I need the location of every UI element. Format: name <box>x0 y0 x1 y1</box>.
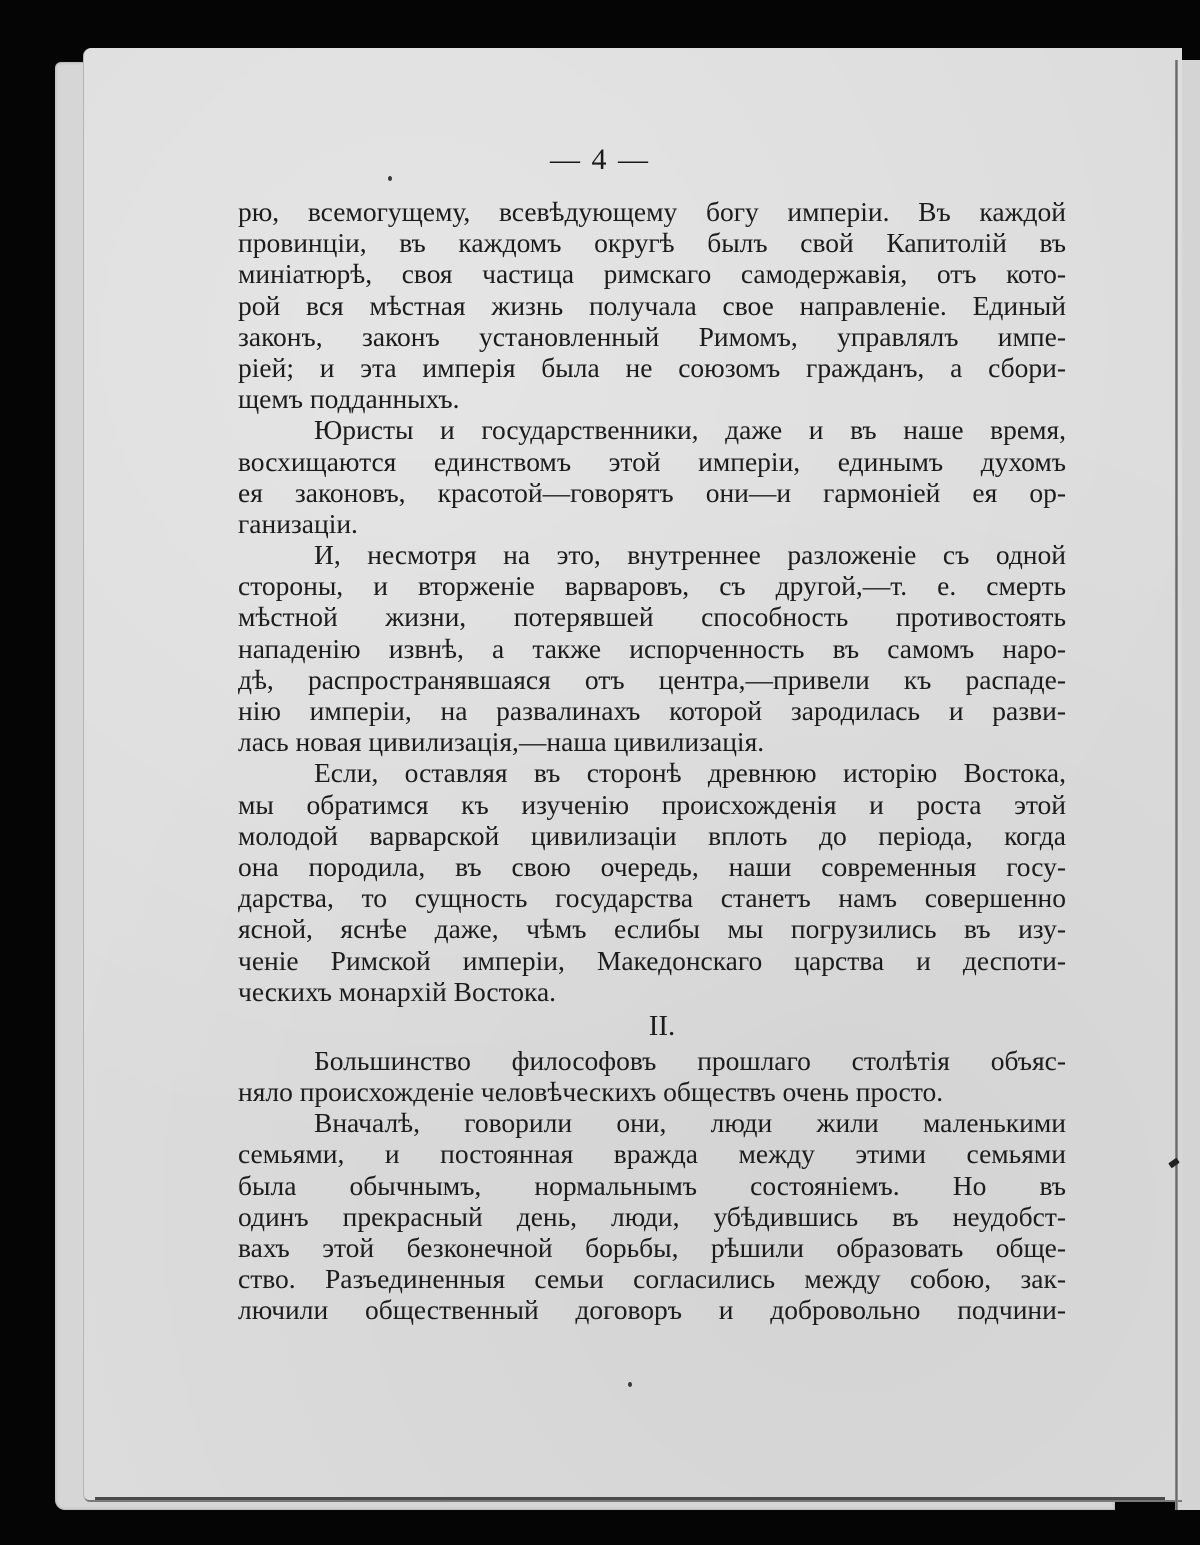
text-line: мѣстной жизни, потерявшей способность противостоять <box>238 601 1066 633</box>
text-line: лючили общественный договоръ и добровольно подчини- <box>238 1294 1066 1326</box>
paragraph <box>238 414 1066 539</box>
text-line: няло происхожденіе человѣческихъ обществъ очень просто. <box>238 1076 944 1108</box>
text-line: ея законовъ, красотой—говорятъ они—и гармоніей ея ор- <box>238 476 1066 508</box>
text-line: семьями, и постоянная вражда между этими семьями <box>238 1138 1066 1170</box>
text-line: ченіе Римской имперіи, Македонскаго царства и деспоти- <box>238 944 1066 976</box>
paragraph <box>238 757 1066 1007</box>
paragraph <box>238 196 1066 414</box>
paragraph <box>238 1107 1066 1325</box>
text-line: ріей; и эта имперія была не союзомъ гражданъ, а сбори- <box>238 351 1066 383</box>
text-line: законъ, законъ установленный Римомъ, управлялъ импе- <box>238 320 1066 352</box>
text-line: стороны, и вторженіе варваровъ, съ другой,—т. е. смерть <box>238 570 1066 602</box>
text-line: нападенію извнѣ, а также испорченность въ самомъ наро- <box>238 632 1066 664</box>
text-line: ство. Разъединенныя семьи согласились между собою, зак- <box>238 1263 1066 1295</box>
section-heading: II. <box>648 1009 676 1042</box>
text-line: Юристы и государственники, даже и въ наше время, <box>314 414 1066 446</box>
text-line: И, несмотря на это, внутреннее разложеніе съ одной <box>314 539 1066 571</box>
page-number: — 4 — <box>550 143 650 176</box>
text-line: дѣ, распространявшаяся отъ центра,—привели къ распаде- <box>238 663 1066 695</box>
text-line: рой вся мѣстная жизнь получала свое направленіе. Единый <box>238 289 1066 321</box>
text-line: миніатюрѣ, своя частица римскаго самодержавія, отъ кото- <box>238 258 1066 290</box>
body-text <box>238 196 1066 1326</box>
book-spine-fold <box>1175 60 1178 1510</box>
text-line: нію имперіи, на развалинахъ которой зародилась и разви- <box>238 695 1066 726</box>
paragraph <box>238 539 1066 757</box>
page-bottom-edge <box>95 1497 1165 1500</box>
text-line: дарства, то сущность государства станетъ намъ совершенно <box>238 882 1066 914</box>
text-line: провинціи, въ каждомъ округѣ былъ свой Капитолій въ <box>238 227 1066 259</box>
text-line: рю, всемогущему, всевѣдующему богу имперіи. Въ каждой <box>238 196 1066 227</box>
text-line: щемъ подданныхъ. <box>238 383 460 415</box>
text-line: молодой варварской цивилизаціи вплоть до періода, когда <box>238 819 1066 851</box>
text-line: одинъ прекрасный день, люди, убѣдившись въ неудобст- <box>238 1200 1066 1232</box>
text-line: мы обратимся къ изученію происхожденія и роста этой <box>238 788 1066 820</box>
text-line: была обычнымъ, нормальнымъ состояніемъ. Но въ <box>238 1169 1066 1201</box>
text-line: ческихъ монархій Востока. <box>238 975 557 1007</box>
text-line: Вначалѣ, говорили они, люди жили маленькими <box>314 1107 1066 1139</box>
text-line: Большинство философовъ прошлаго столѣтія объяс- <box>314 1044 1066 1076</box>
text-line: ясной, яснѣе даже, чѣмъ еслибы мы погрузились въ изу- <box>238 913 1066 945</box>
text-line: она породила, въ свою очередь, наши современныя госу- <box>238 850 1066 882</box>
paragraph <box>238 1045 1066 1107</box>
text-line: вахъ этой безконечной борьбы, рѣшили образовать обще- <box>238 1232 1066 1263</box>
paper-speck <box>628 1382 632 1387</box>
text-line: лась новая цивилизація,—наша цивилизація. <box>238 726 765 758</box>
text-line: Если, оставляя въ сторонѣ древнюю исторію Востока, <box>314 757 1066 789</box>
text-line: ганизаціи. <box>238 507 358 539</box>
text-line: восхищаются единствомъ этой имперіи, единымъ духомъ <box>238 445 1066 477</box>
